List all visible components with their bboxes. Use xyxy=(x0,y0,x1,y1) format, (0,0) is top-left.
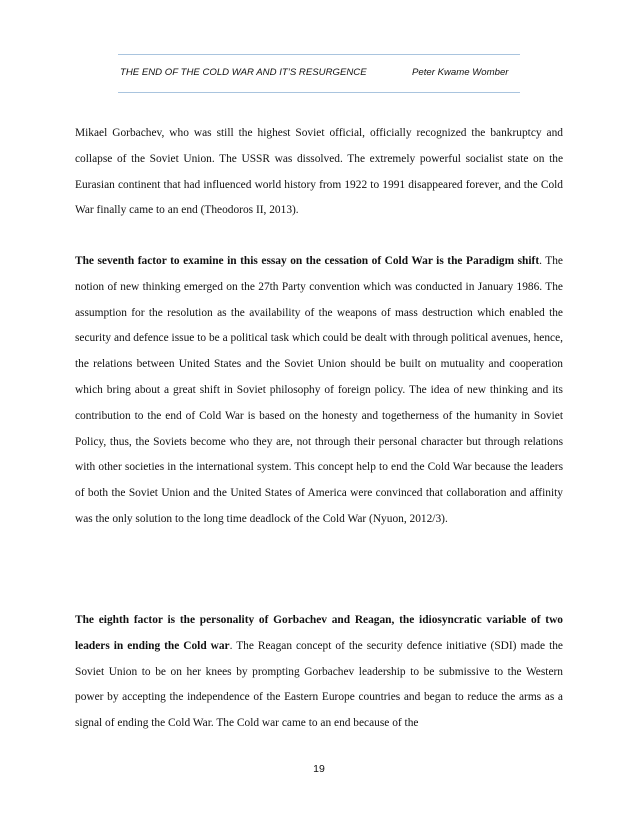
header-bottom-rule xyxy=(118,92,520,93)
paragraph-text: Mikael Gorbachev, who was still the highest Soviet official, officially recognized the bankruptcy and collapse of the Soviet Union. The USSR was dissolved. The extremely powerful socialist state on the Eurasian continent that had influenced world history from 1922 to 1991 disappeared forever, and the Cold War finally came to an end (Theodoros II, 2013). xyxy=(75,127,563,217)
paragraph-text: . The Reagan concept of the security defence initiative (SDI) made the Soviet Union to be on her knees by prompting Gorbachev leadership to be submissive to the Western power by accepting the independence of the Eastern Europe countries and began to reduce the arms as a signal of ending the Cold War. The Cold war came to an end because of the xyxy=(75,639,563,730)
paragraph-gorbachev-dissolution xyxy=(75,121,563,224)
paragraph-text: . The notion of new thinking emerged on the 27th Party convention which was conducted in January 1986. The assumption for the resolution as the availability of the weapons of mass destruction which enabled the security and defence issue to be a political task which could be dealt with through political avenues, hence, the relations between United States and the Soviet Union should be built on mutuality and cooperation which bring about a great shift in Soviet philosophy of foreign policy. The idea of new thinking and its contribution to the end of Cold War is based on the honesty and togetherness of the humanity in Soviet Policy, thus, the Soviets become who they are, not through their personal character but through relations with other societies in the international system. This concept help to end the Cold War because the leaders of both the Soviet Union and the United States of America were convinced that collaboration and affinity was the only solution to the long time deadlock of the Cold War (Nyuon, 2012/3). xyxy=(75,255,563,525)
page-number: 19 xyxy=(313,763,325,775)
header-title: THE END OF THE COLD WAR AND IT’S RESURGENCE xyxy=(120,67,367,78)
header-author: Peter Kwame Womber xyxy=(412,67,509,78)
header-top-rule xyxy=(118,54,520,55)
paragraph-bold-lead: The seventh factor to examine in this essay on the cessation of Cold War is the Paradigm shift xyxy=(75,255,540,267)
paragraph-seventh-factor xyxy=(75,249,563,533)
paragraph-bold-lead: The eighth factor is the personality of Gorbachev and Reagan, the idiosyncratic variable of two leaders in ending the Cold war xyxy=(75,614,563,652)
paragraph-eighth-factor xyxy=(75,608,563,737)
